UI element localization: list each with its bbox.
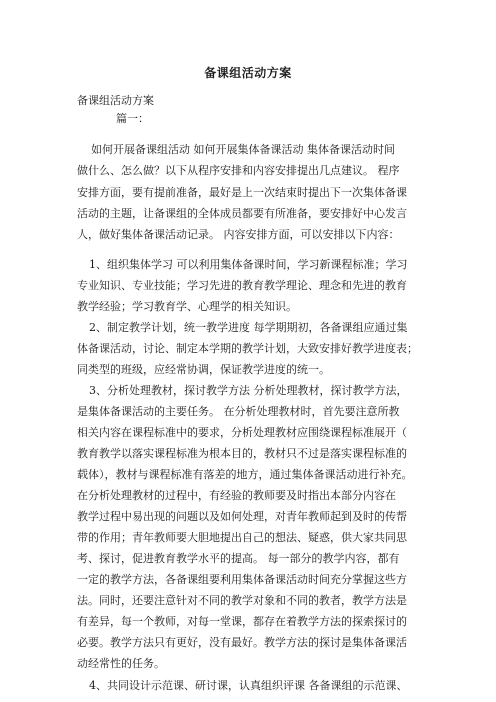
subtitle-line: 备课组活动方案 xyxy=(77,94,154,107)
paragraph-line: 教学过程中易出现的问题以及如何处理，对青年教师起到及时的传帮 xyxy=(77,510,407,523)
paragraph-line: 2、制定教学计划，统一教学进度 每学期期初，各备课组应通过集 xyxy=(89,321,408,334)
paragraph-line: 1、组织集体学习 可以利用集体备课时间，学习新课程标准；学习 xyxy=(89,258,408,271)
paragraph-line: 载体），教材与课程标准有落差的地方，通过集体备课活动进行补充。 xyxy=(77,468,413,481)
paragraph-line: 3、分析处理教材，探讨教学方法 分析处理教材，探讨教学方法， xyxy=(89,384,408,397)
paragraph-line: 考、探讨，促进教育教学水平的提高。 每一部分的教学内容，都有 xyxy=(77,552,400,565)
paragraph-line: 体备课活动，讨论、制定本学期的教学计划，大致安排好教学进度表； xyxy=(77,342,418,355)
paragraph-line: 在分析处理教材的过程中，有经验的教师要及时指出本部分内容在 xyxy=(77,489,396,502)
paragraph-line: 法。同时，还要注意针对不同的教学对象和不同的教者，教学方法是 xyxy=(77,594,407,607)
paragraph-line: 相关内容在课程标准中的要求，分析处理教材应围绕课程标准展开（ xyxy=(77,426,407,439)
paragraph-line: 安排方面，要有提前准备，最好是上一次结束时提出下一次集体备课 xyxy=(77,186,407,199)
paragraph-line: 带的作用；青年教师要大胆地提出自己的想法、疑惑，供大家共同思 xyxy=(77,531,407,544)
paragraph-line: 一定的教学方法，各备课组要利用集体备课活动时间充分掌握这些方 xyxy=(77,573,407,586)
paragraph-line: 同类型的班级，应经常协调，保证教学进度的统一。 xyxy=(77,363,330,376)
paragraph-line: 如何开展备课组活动 如何开展集体备课活动 集体备课活动时间 xyxy=(91,143,395,156)
paragraph-line: 做什么、怎么做？以下从程序安排和内容安排提出几点建议。 程序 xyxy=(77,164,400,177)
paragraph-line: 4、共同设计示范课、研讨课，认真组织评课 各备课组的示范课、 xyxy=(89,679,408,692)
paragraph-line: 教育教学以落实课程标准为根本目的，教材只不过是落实课程标准的 xyxy=(77,447,407,460)
document-title: 备课组活动方案 xyxy=(204,66,292,80)
paragraph-line: 教学经验；学习教育学、心理学的相关知识。 xyxy=(77,300,297,313)
paragraph-line: 动经常性的任务。 xyxy=(77,657,165,670)
paragraph-line: 有差异，每一个教师，对每一堂课，都存在着教学方法的探索探讨的 xyxy=(77,615,407,628)
paragraph-line: 人，做好集体备课活动记录。 内容安排方面，可以安排以下内容： xyxy=(77,228,400,241)
paragraph-line: 是集体备课活动的主要任务。 在分析处理教材时，首先要注意所教 xyxy=(77,405,400,418)
paragraph-line: 专业知识、专业技能；学习先进的教育教学理论、理念和先进的教育 xyxy=(77,279,407,292)
paragraph-line: 必要。教学方法只有更好，没有最好。教学方法的探讨是集体备课活 xyxy=(77,636,407,649)
paragraph-line: 活动的主题，让备课组的全体成员都要有所准备，要安排好中心发言 xyxy=(77,207,407,220)
section-label: 篇一： xyxy=(116,112,149,125)
